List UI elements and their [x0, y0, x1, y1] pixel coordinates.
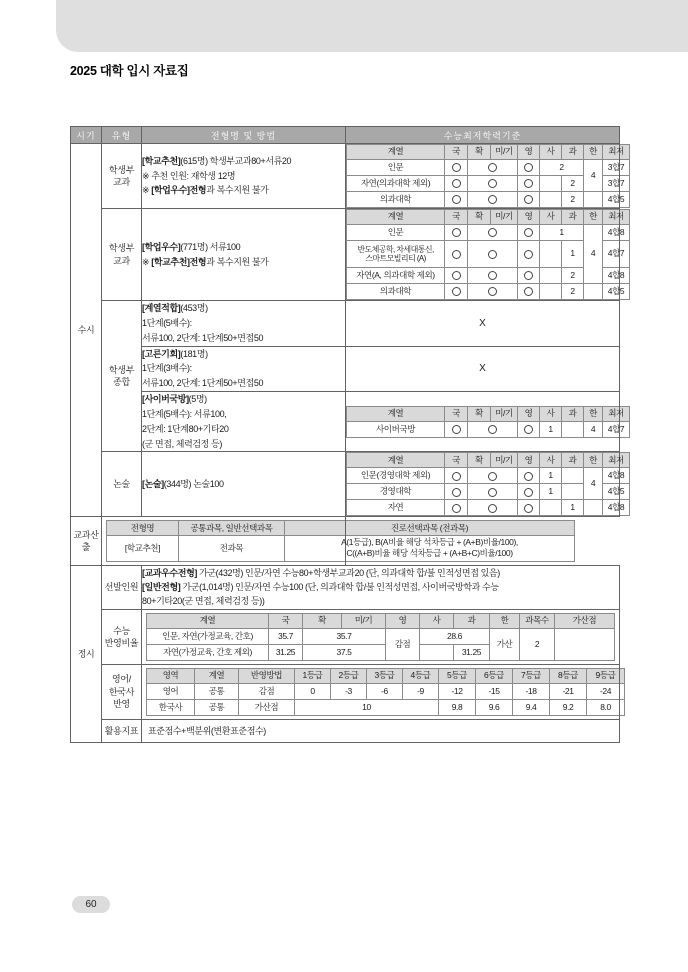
col-history: 한 [584, 210, 603, 225]
circle-icon [445, 192, 468, 208]
period-jeongsi: 정시 [71, 565, 102, 743]
program-name-ilban: [일반전형] [142, 581, 181, 592]
suneung-ratio-content [142, 609, 620, 664]
circle-icon [518, 500, 540, 516]
col-eng: 영 [518, 406, 540, 421]
program-name-gyogwausu: [교과우수전형] [142, 567, 197, 578]
circle-icon [445, 484, 468, 500]
ratio-row: 인문, 자연(가정교육, 간호) 35.7 35.7 감점 28.6 가산 2 [147, 628, 615, 644]
col-series: 계열 [347, 210, 445, 225]
criteria-row: 경영대학 1 4합5 [347, 484, 630, 500]
col-eng: 영 [386, 613, 420, 628]
label-hwalyong: 활용지표 [102, 719, 142, 742]
circle-icon [468, 468, 518, 484]
circle-icon [468, 192, 518, 208]
table-row-gyeyeoljeokhap [71, 301, 620, 347]
criteria-goreungihoe-none: X [346, 346, 620, 392]
col-method: 반영방법 [239, 668, 295, 683]
label-english-history: 영어/ 한국사 반영 [102, 664, 142, 719]
col-math-prob: 확 [468, 453, 491, 468]
label-gyogwasanchul: 교과산출 [71, 517, 102, 565]
col-math-calc: 미/기 [491, 210, 518, 225]
english-history-table [146, 668, 625, 716]
col-grade-2: 2등급 [331, 668, 367, 683]
col-math-prob: 확 [468, 406, 491, 421]
col-kor: 국 [445, 145, 468, 160]
col-series: 계열 [347, 453, 445, 468]
table-row-seonbal [71, 565, 620, 609]
criteria-row: 자연 1 4합8 [347, 500, 630, 516]
col-min: 최저 [603, 210, 630, 225]
method-hakgyochucheon: [학교추천](615명) 학생부교과80+서류20 ※ 추천 인원: 재학생 12명 ※ [학업우수]전형과 복수지원 불가 [142, 144, 346, 209]
circle-icon [468, 268, 518, 284]
circle-icon [445, 176, 468, 192]
criteria-nonsul [346, 452, 625, 517]
type-student-record-subject-2: 학생부 교과 [102, 209, 142, 301]
criteria-hakeopusu [346, 209, 625, 301]
circle-icon [518, 421, 540, 437]
col-area: 영역 [147, 668, 195, 683]
col-history: 한 [584, 406, 603, 421]
table-row-english-history [71, 664, 620, 719]
col-math-prob: 확 [468, 145, 491, 160]
method-goreungihoe: [고른기회](181명) 1단계(3배수): 서류100, 2단계: 1단계50+면접50 [142, 346, 346, 392]
value-program-name: [학교추천] [107, 536, 179, 561]
col-kor: 국 [445, 453, 468, 468]
program-name-goreungihoe: [고른기회] [142, 348, 181, 359]
circle-icon [445, 421, 468, 437]
gyogwasanchul-content [102, 517, 518, 565]
table-row-hwalyong [71, 719, 620, 742]
criteria-row: 인문 1 4 4합8 [347, 225, 630, 241]
criteria-row: 의과대학 2 4합5 [347, 284, 630, 300]
circle-icon [518, 284, 540, 300]
page-title: 2025 대학 입시 자료집 [70, 64, 189, 78]
col-history: 한 [490, 613, 520, 628]
circle-icon [445, 500, 468, 516]
col-math-prob: 확 [303, 613, 342, 628]
grade-row-history: 한국사 공통 가산점 10 9.8 9.6 9.4 9.2 8.0 [147, 699, 625, 715]
col-grade-8: 8등급 [550, 668, 587, 683]
ratio-row: 자연(가정교육, 간호 제외) 31.25 37.5 31.25 [147, 644, 615, 660]
method-gyeyeoljeokhap: [계열적합](453명) 1단계(5배수): 서류100, 2단계: 1단계50+면접50 [142, 301, 346, 347]
circle-icon [468, 484, 518, 500]
col-kor: 국 [445, 406, 468, 421]
criteria-row: 인문 2 4 3합7 [347, 160, 630, 176]
criteria-row: 의과대학 2 4합5 [347, 192, 630, 208]
value-career-formula: A(1등급), B(A비율 해당 석차등급 + (A+B)비율/100), C((A+B)비율 해당 석차등급 + (A+B+C)비율/100) [285, 536, 575, 561]
circle-icon [518, 468, 540, 484]
header-decorative-band [56, 0, 688, 52]
criteria-cyber-defense [346, 392, 625, 452]
criteria-gyeyeoljeokhap-none: X [346, 301, 620, 347]
table-row-suneung-ratio [71, 609, 620, 664]
circle-icon [468, 176, 518, 192]
col-count: 과목수 [520, 613, 555, 628]
criteria-hakgyochucheon [346, 144, 625, 209]
col-social: 사 [540, 406, 562, 421]
period-susi: 수시 [71, 144, 102, 517]
col-science: 과 [562, 406, 584, 421]
col-social: 사 [540, 210, 562, 225]
value-hwalyong: 표준점수+백분위(변환표준점수) [142, 719, 620, 742]
label-suneung-ratio: 수능 반영비율 [102, 609, 142, 664]
col-career-subject: 진로선택과목 (전과목) [285, 521, 575, 536]
gyogwasanchul-table [106, 520, 575, 561]
col-eng: 영 [518, 145, 540, 160]
col-history: 한 [584, 453, 603, 468]
page-number: 60 [72, 896, 110, 913]
criteria-table-cyber-defense [346, 406, 630, 438]
col-series: 계열 [195, 668, 239, 683]
program-name-gyeyeoljeokhap: [계열적합] [142, 303, 181, 313]
circle-icon [518, 225, 540, 241]
col-grade-1: 1등급 [295, 668, 331, 683]
col-math-calc: 미/기 [491, 453, 518, 468]
col-history: 한 [584, 145, 603, 160]
header-period: 시기 [71, 127, 102, 144]
table-row-gyogwasanchul [71, 517, 620, 565]
circle-icon [468, 225, 518, 241]
table-row-hakgyochucheon [71, 144, 620, 209]
criteria-row: 자연(A, 의과대학 제외) 2 4합8 [347, 268, 630, 284]
col-science: 과 [454, 613, 490, 628]
col-series: 계열 [347, 145, 445, 160]
circle-icon [518, 160, 540, 176]
col-social: 사 [420, 613, 454, 628]
grade-row-english: 영어 공통 감점 0 -3 -6 -9 -12 -15 -18 -21 -24 [147, 683, 625, 699]
table-header-row [71, 127, 620, 144]
col-common-subject: 공통과목, 일반선택과목 [179, 521, 285, 536]
program-name-hakeopusu: [학업우수] [142, 241, 181, 252]
col-min: 최저 [603, 406, 630, 421]
col-grade-3: 3등급 [367, 668, 403, 683]
circle-icon [518, 268, 540, 284]
header-criteria: 수능최저학력기준 [346, 127, 620, 144]
suneung-ratio-table [146, 613, 615, 661]
circle-icon [468, 241, 518, 268]
col-kor: 국 [445, 210, 468, 225]
header-type: 유형 [102, 127, 142, 144]
col-series: 계열 [147, 613, 269, 628]
circle-icon [445, 225, 468, 241]
program-name-nonsul: [논술] [142, 479, 164, 490]
circle-icon [518, 484, 540, 500]
col-math-calc: 미/기 [342, 613, 386, 628]
header-method: 전형명 및 방법 [142, 127, 346, 144]
col-math-calc: 미/기 [491, 406, 518, 421]
criteria-row: 사이버국방 1 4 4합7 [347, 421, 630, 437]
col-math-calc: 미/기 [491, 145, 518, 160]
circle-icon [518, 192, 540, 208]
col-social: 사 [540, 145, 562, 160]
circle-icon [518, 176, 540, 192]
label-seonbal: 선발인원 [102, 565, 142, 609]
circle-icon [445, 284, 468, 300]
criteria-row: 인문(경영대학 제외) 1 4 4합8 [347, 468, 630, 484]
program-name-cyber-defense: [사이버국방] [142, 394, 189, 405]
col-min: 최저 [603, 453, 630, 468]
col-science: 과 [562, 210, 584, 225]
circle-icon [468, 500, 518, 516]
method-hakeopusu: [학업우수](771명) 서류100 ※ [학교추천]전형과 복수지원 불가 [142, 209, 346, 301]
type-student-record-comprehensive: 학생부 종합 [102, 301, 142, 452]
col-grade-5: 5등급 [439, 668, 476, 683]
col-grade-7: 7등급 [513, 668, 550, 683]
criteria-table-nonsul [346, 452, 630, 516]
table-row-hakeopusu [71, 209, 620, 301]
col-eng: 영 [518, 453, 540, 468]
col-kor: 국 [269, 613, 303, 628]
circle-icon [468, 421, 518, 437]
col-grade-4: 4등급 [403, 668, 439, 683]
circle-icon [445, 160, 468, 176]
table-row-goreungihoe [71, 346, 620, 392]
table-row-cyber-defense [71, 392, 620, 452]
method-nonsul: [논술](344명) 논술100 [142, 452, 346, 517]
program-name-hakgyochucheon: [학교추천] [142, 155, 181, 166]
col-bonus: 가산점 [555, 613, 615, 628]
method-cyber-defense: [사이버국방](5명) 1단계(5배수): 서류100, 2단계: 1단계80+기타20 (군 면접, 체력검정 등) [142, 392, 346, 452]
col-math-prob: 확 [468, 210, 491, 225]
criteria-row: 자연(의과대학 제외) 2 3합7 [347, 176, 630, 192]
circle-icon [445, 268, 468, 284]
col-min: 최저 [603, 145, 630, 160]
col-science: 과 [562, 453, 584, 468]
col-social: 사 [540, 453, 562, 468]
col-grade-6: 6등급 [476, 668, 513, 683]
type-nonsul: 논술 [102, 452, 142, 517]
table-row-nonsul [71, 452, 620, 517]
col-grade-9: 9등급 [587, 668, 625, 683]
admissions-table [70, 126, 625, 743]
english-history-content [142, 664, 620, 719]
circle-icon [468, 284, 518, 300]
criteria-table-hakgyochucheon [346, 144, 630, 208]
circle-icon [445, 468, 468, 484]
seonbal-content: [교과우수전형] 가군(432명) 인문/자연 수능80+학생부교과20 (단, 의과대학 합/불 인적성면접 있음) [일반전형] 가군(1,014명) 인문/자연 수능100 (단, 의과대학 합/불 인적성면접, 사이버국방학과 수능 80+기타20(군 면접, 체력검정 등)) [142, 565, 620, 609]
criteria-row: 반도체공학, 차세대통신, 스마트모빌리티 (A) 1 4합7 [347, 241, 630, 268]
circle-icon [445, 241, 468, 268]
value-common-subject: 전과목 [179, 536, 285, 561]
col-series: 계열 [347, 406, 445, 421]
col-science: 과 [562, 145, 584, 160]
gyogwasanchul-row [107, 536, 575, 561]
circle-icon [518, 241, 540, 268]
col-eng: 영 [518, 210, 540, 225]
circle-icon [468, 160, 518, 176]
note-recommend-quota: ※ 추천 인원: 재학생 12명 [142, 170, 236, 181]
criteria-table-hakeopusu [346, 209, 630, 300]
type-student-record-subject: 학생부 교과 [102, 144, 142, 209]
col-program-name: 전형명 [107, 521, 179, 536]
